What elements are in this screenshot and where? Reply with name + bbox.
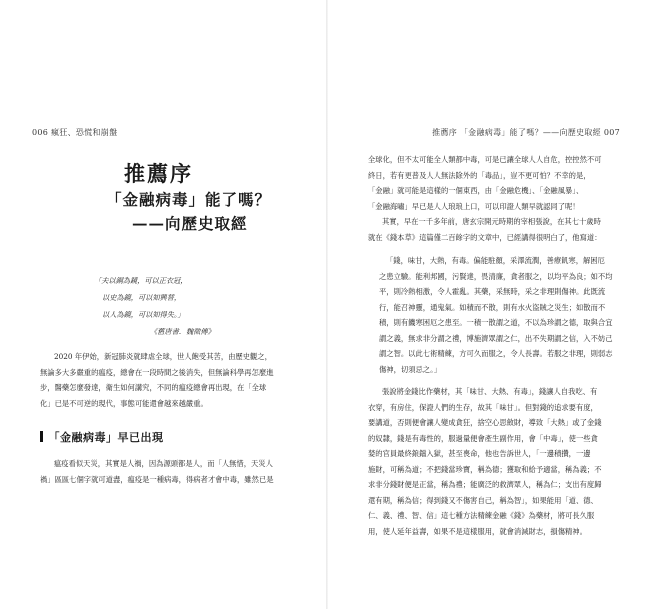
section-paragraph	[40, 456, 290, 487]
quote-line: 積，則有饑寒困厄之患至。一積一散謂之道，不以為珍謂之德，取與合宜	[379, 318, 613, 327]
quote-line: 之患立驗。能利邦國，污賢達，畏清廉，貪者服之，以均平為良；如不均	[379, 271, 613, 281]
quote-line: 傷神，切須忌之。」	[379, 364, 442, 374]
left-page	[0, 0, 327, 609]
text-line: 2020 年伊始，新冠肺炎就肆虐全球，世人飽受其苦，由歷史觀之，	[54, 352, 272, 361]
text-line: 仁、義、禮、智、信」這七種方法精練金融《錢》為藥材，將可長久服	[368, 511, 595, 520]
text-line: 「金融海嘯」早已是人人琅琅上口，可以印證人類早就認同了呢！	[368, 201, 580, 211]
page-subtitle-line2: ——向歷史取經	[132, 214, 248, 233]
text-line: 瘟疫看似天災，其實是人禍，因為源頭都是人，而「人無惜，天災人	[54, 459, 273, 468]
intro-paragraph	[40, 349, 290, 411]
page-subtitle-line1: 「金融病毒」能了嗎？	[106, 190, 272, 209]
text-line: 終日，若有更普及人人無法除外的「毒品」，豈不更可怕？不幸的是，	[368, 170, 591, 180]
section-marker	[40, 431, 43, 442]
text-line: 化」已是不可逆的現代，事態可能還會越來越嚴重。	[40, 398, 208, 408]
text-line: 步，醫藥怎麼發達，衛生如何講究，不同的瘟疫總會再出現，在「全球	[40, 383, 267, 392]
section-heading	[40, 429, 164, 445]
quote-line: 行，能召神靈，通鬼氣。如積而不散，則有水火盜賊之災生；如散而不	[379, 302, 606, 312]
quote-line: 「錢，味甘，大熱，有毒。偏能駐顏，采澤流潤，善療飢寒，解困厄	[386, 256, 605, 265]
quote-line: 謂之義，無求非分謂之禮，博施濟眾謂之仁，出不失期謂之信，入不妨己	[379, 333, 613, 343]
text-line: 用，使人延年益壽，如果不是這樣服用，就會消減財志，損傷精神。	[368, 526, 587, 536]
epigraph-line: 以人為鏡，可以知得失。」	[102, 310, 185, 319]
text-line: 就在《錢本草》這篇僅二百餘字的文章中，已經講得很明白了，他寫道：	[368, 232, 602, 242]
left-running-head: 006 瘋狂、恐慌和崩盤	[32, 128, 118, 137]
text-line: 的奴隸，錢是有毒性的，服過量便會產生副作用，會「中毒」，使一些貪	[368, 433, 598, 443]
quote-line: 平，則冷熱相激，令人霍亂。其藥，采無時，采之非理則傷神。此既流	[379, 287, 606, 296]
text-line: 還有期，稱為信；得到錢又不傷害自己，稱為智」，如果能用「道、德、	[368, 495, 598, 505]
text-line: 婪的官員最終鋃鐺入獄，甚至喪命，他也告訴世人，「一邊積攢，一邊	[368, 449, 591, 458]
epigraph-line: 以史為鏡，可以知興替，	[102, 293, 182, 302]
qian-bencao-quote	[379, 253, 622, 377]
body-paragraph	[368, 152, 623, 245]
text-line: 求非分錢財便是正當，稱為禮；能廣泛的救濟眾人，稱為仁；支出有度歸	[368, 480, 602, 489]
section-heading-text: 「金融病毒」早已出現	[48, 431, 164, 444]
text-line: 無論多大多嚴重的瘟疫，總會在一段時間之後消失，但無論科學再怎麼進	[40, 367, 274, 377]
text-line: 「金融」就可能是這樣的一個東西，由「金融危機」、「金融風暴」、	[368, 186, 584, 195]
commentary-paragraph	[368, 384, 623, 539]
text-line: 施財，可稱為道；不把錢當珍寶，稱為德；獲取和給予適當，稱為義；不	[368, 464, 602, 474]
right-page	[328, 0, 655, 609]
quote-line: 謂之智。以此七術精練，方可久而服之，令人長壽。若服之非理，則弱志	[379, 349, 613, 358]
text-line: 全球化，但不太可能全人類都中毒，可是已讓全球人人自危，控控然不可	[368, 155, 602, 164]
epigraph-line: 「夫以銅為鏡，可以正衣冠，	[94, 276, 188, 285]
text-line: 張說將金錢比作藥材，其「味甘、大熱、有毒」，錢讓人自我吃、有	[382, 387, 598, 396]
right-running-head: 推薦序 「金融病毒」能了嗎？——向歷史取經 007	[432, 128, 620, 137]
page-title: 推薦序	[124, 161, 193, 186]
epigraph-quote	[94, 272, 215, 340]
text-line: 衣穿，有房住，保證人們的生存，故其「味甘」。但對錢的追求要有度，	[368, 402, 598, 412]
epigraph-source: 《舊唐書．魏徵傳》	[150, 327, 215, 336]
text-line: 其實，早在一千多年前，唐玄宗開元時期的宰相張說，在其七十歲時	[382, 217, 601, 226]
text-line: 要講道，否則便會讓人變成貪狂，捨空心思斂財，導致「大熱」或了金錢	[368, 418, 602, 427]
text-line: 禍」區區七個字就可道盡，瘟疫是一種病毒，得病者才會中毒，雖然已是	[40, 474, 274, 484]
